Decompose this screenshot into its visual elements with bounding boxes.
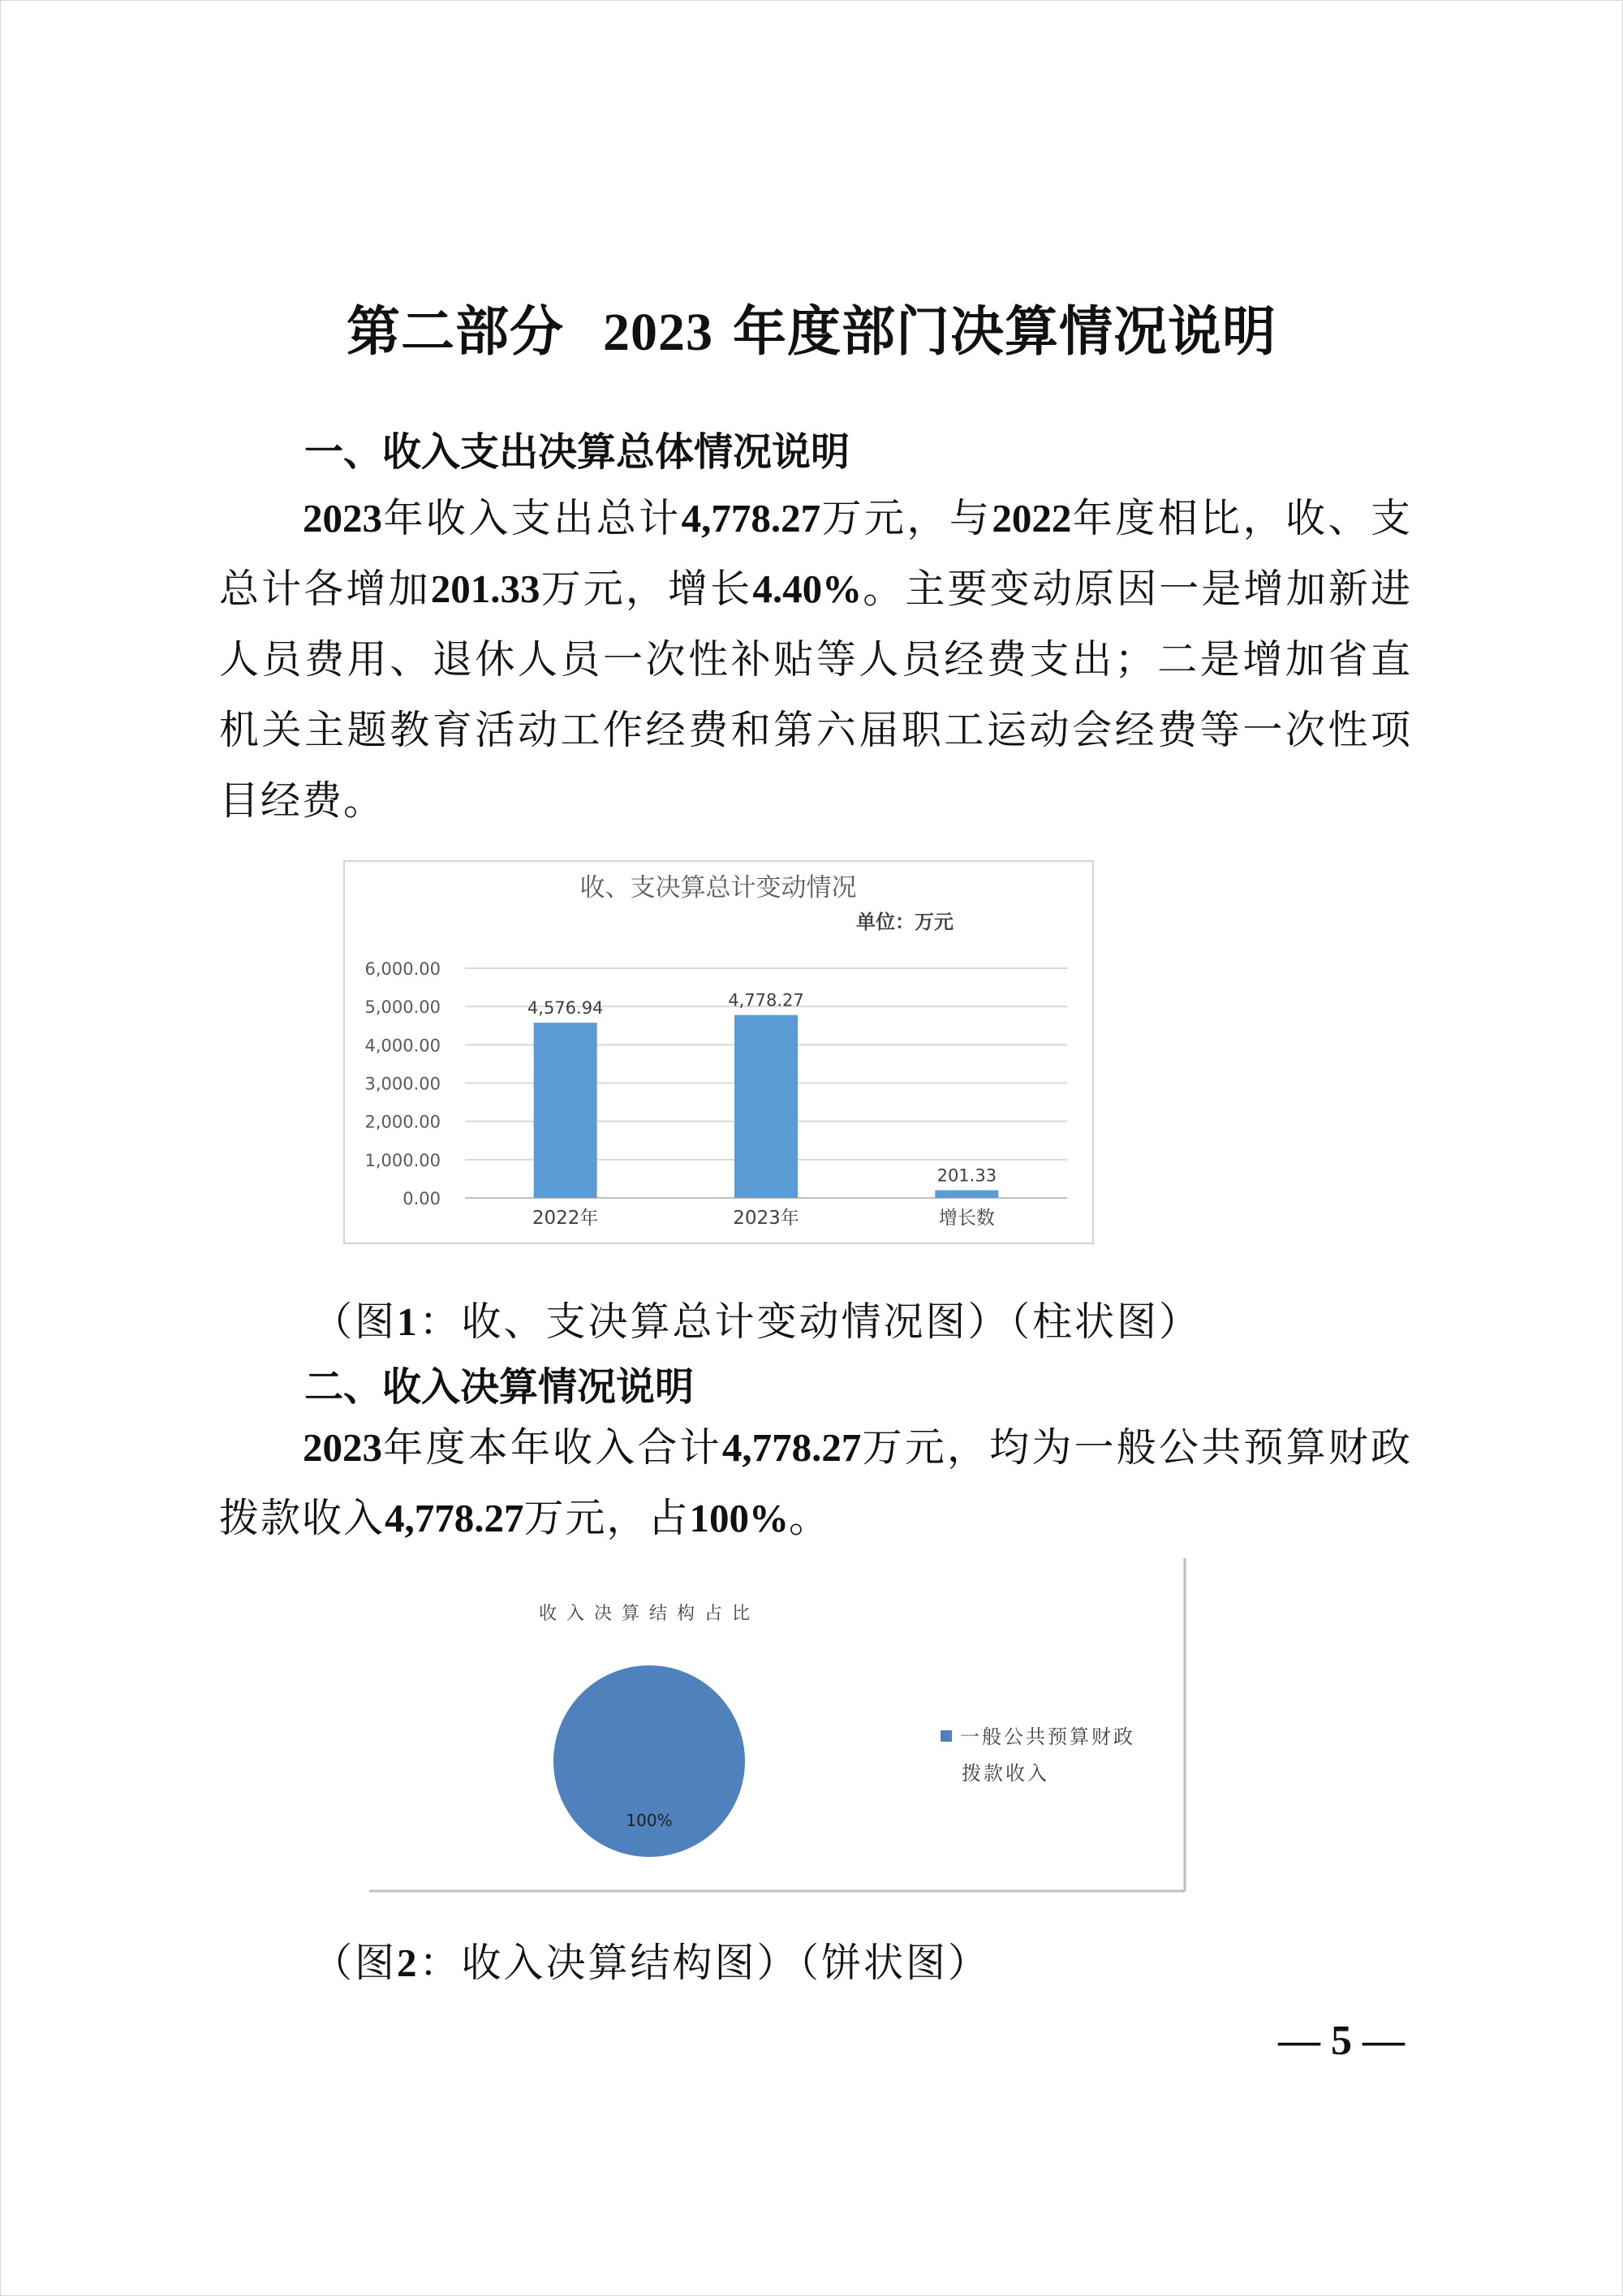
figure1-caption: （图1：收、支决算总计变动情况图）（柱状图）	[312, 1299, 1202, 1345]
pie-chart	[369, 1558, 1186, 1893]
page-title: 第二部分 2023 年度部门决算情况说明	[347, 300, 1276, 363]
chart-title: 收、支决算总计变动情况	[579, 873, 857, 902]
y-tick-label: 5,000.00	[364, 997, 441, 1018]
y-tick-label: 2,000.00	[364, 1112, 441, 1132]
section2-run-3: 万元，均为一般公共预算财政拨款收入	[219, 1424, 1412, 1541]
legend-label-line2: 拨款收入	[962, 1762, 1049, 1785]
y-tick-label: 1,000.00	[364, 1150, 441, 1170]
section2-run-1: 年度本年收入合计	[382, 1424, 722, 1471]
y-tick-label: 4,000.00	[364, 1036, 441, 1056]
pie-slice-label: 100%	[626, 1811, 673, 1830]
section1-run-7: 万元，增长	[540, 566, 753, 612]
section2-paragraph	[219, 1412, 1412, 1553]
section2-run-6: 100%	[689, 1496, 790, 1540]
section1-run-2: 4,778.27	[681, 496, 821, 541]
section1-run-1: 年收入支出总计	[382, 495, 682, 541]
y-tick-label: 0.00	[403, 1189, 441, 1208]
chart-title: 收入决算结构占比	[538, 1604, 760, 1624]
bar-chart	[343, 860, 1094, 1244]
section1-run-9: 。主要变动原因一是增加新进人员费用、退休人员一次性补贴等人员经费支出；二是增加省直机关主题教育活动工作经费和第六届职工运动会经费等一次性项目经费。	[219, 566, 1412, 824]
legend-label-line1: 一般公共预算财政	[960, 1725, 1135, 1748]
bar-value-label: 4,576.94	[527, 998, 604, 1019]
section2-heading: 二、收入决算情况说明	[304, 1364, 695, 1410]
section2-run-0: 2023	[303, 1425, 382, 1470]
x-category-label: 2023年	[733, 1208, 799, 1229]
section1-run-4: 2022	[992, 496, 1072, 541]
figure2-caption: （图2：收入决算结构图）（饼状图）	[312, 1940, 991, 1986]
legend-swatch	[941, 1730, 952, 1742]
bar-value-label: 201.33	[936, 1165, 997, 1186]
section1-run-0: 2023	[303, 496, 382, 541]
section1-run-3: 万元，与	[820, 495, 992, 541]
section1-run-8: 4.40%	[752, 566, 863, 611]
bar-2	[935, 1191, 998, 1198]
y-tick-label: 3,000.00	[364, 1074, 441, 1094]
x-category-label: 增长数	[938, 1208, 995, 1229]
chart-unit-label: 单位：万元	[856, 911, 954, 933]
section2-run-2: 4,778.27	[721, 1425, 862, 1470]
y-tick-label: 6,000.00	[364, 959, 441, 979]
section1-run-5: 年度相比，收、支总计各增加	[219, 495, 1412, 612]
section1-run-6: 201.33	[430, 566, 540, 611]
x-category-label: 2022年	[532, 1208, 599, 1229]
bar-value-label: 4,778.27	[728, 990, 804, 1010]
bar-chart-svg	[345, 862, 1092, 1243]
section2-run-4: 4,778.27	[385, 1496, 524, 1540]
section2-run-7: 。	[789, 1495, 831, 1541]
pie-chart-svg	[369, 1558, 1186, 1893]
bar-0	[534, 1023, 597, 1198]
section1-paragraph	[219, 483, 1412, 836]
section1-heading: 一、收入支出决算总体情况说明	[304, 429, 850, 475]
page-number: — 5 —	[1278, 2018, 1405, 2064]
bar-1	[734, 1015, 798, 1198]
section2-run-5: 万元，占	[523, 1495, 690, 1541]
